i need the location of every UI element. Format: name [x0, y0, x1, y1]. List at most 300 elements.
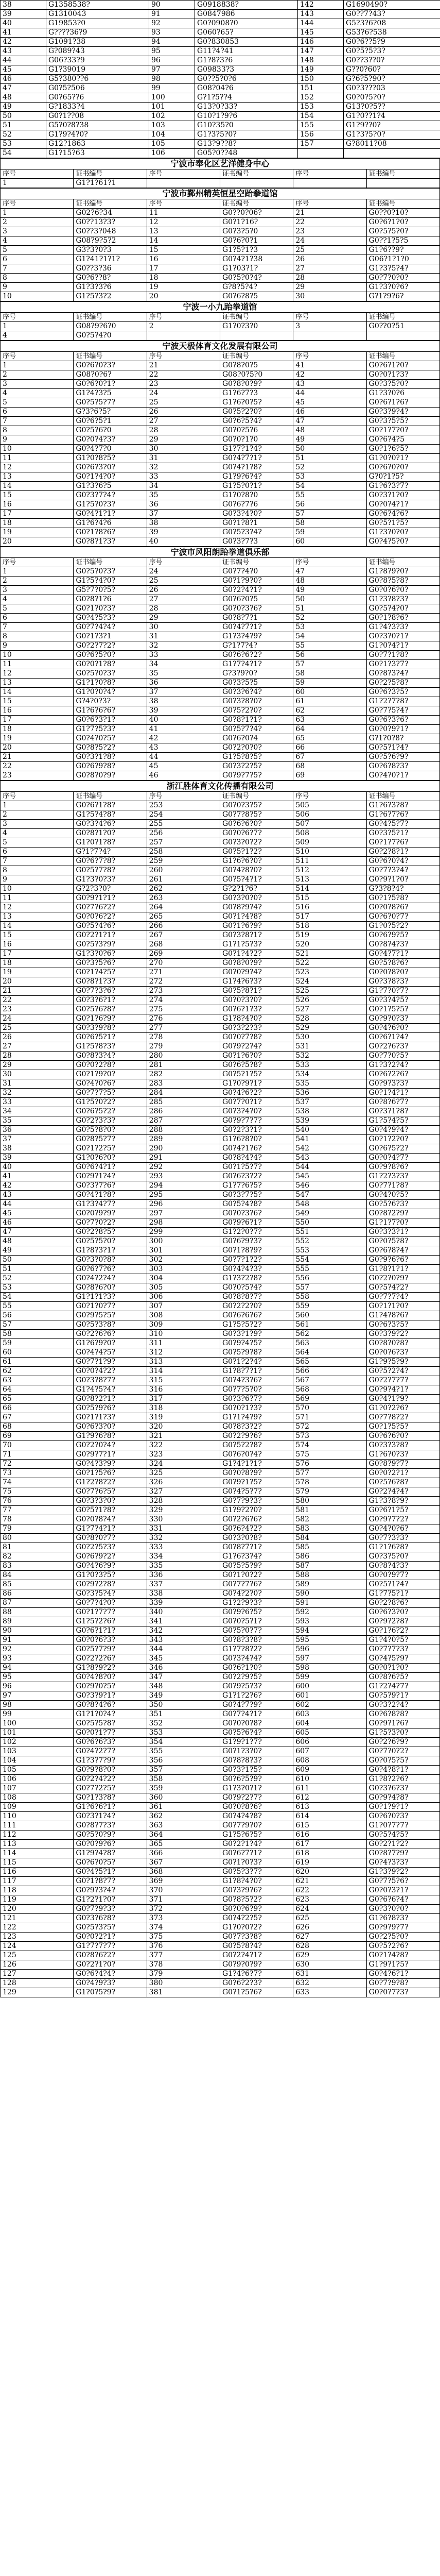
cert-cell: G0?8?6?2? — [74, 1951, 147, 1960]
seq-cell: 11 — [1, 894, 74, 903]
table-row — [1, 875, 440, 885]
cert-cell: G11?4?41 — [195, 47, 298, 56]
seq-cell: 43 — [1, 1191, 74, 1200]
table-row — [1, 931, 440, 940]
cert-cell: G0?8?4?3? — [366, 940, 439, 950]
seq-cell: 331 — [147, 1524, 220, 1534]
table-row — [1, 1432, 440, 1441]
cert-cell: G0?9?2?7? — [220, 1793, 293, 1803]
seq-cell: 23 — [147, 380, 220, 389]
seq-cell: 7 — [1, 264, 74, 274]
seq-cell: 362 — [147, 1812, 220, 1821]
cert-cell: G1?8?1?1? — [366, 1265, 439, 1274]
cert-cell: G1?7?6?5? — [220, 1181, 293, 1191]
cert-cell: G0?3?9?1? — [74, 1691, 147, 1701]
table-row — [1, 1905, 440, 1914]
seq-cell: 256 — [147, 829, 220, 838]
cert-cell: G0?5?0?3? — [74, 567, 147, 577]
seq-cell: 576 — [293, 1460, 366, 1469]
seq-cell: 253 — [147, 801, 220, 810]
seq-cell: 556 — [293, 1274, 366, 1283]
seq-cell: 380 — [147, 1979, 220, 1988]
table-row — [1, 1404, 440, 1413]
seq-cell: 63 — [293, 716, 366, 725]
cert-cell: G0?4?5?7? — [366, 820, 439, 829]
cert-cell: G0?3?1?4? — [74, 1812, 147, 1821]
seq-cell: 117 — [1, 1877, 74, 1886]
cert-cell: G1?2?1?0? — [74, 1895, 147, 1905]
cert-cell: G0?6?5?1 — [74, 417, 147, 426]
seq-cell: 18 — [1, 725, 74, 734]
table-row — [1, 706, 440, 716]
cert-cell: G0?0?2?1? — [366, 1469, 439, 1478]
cert-cell: G?0?1?5? — [366, 472, 439, 482]
seq-cell: 529 — [293, 1024, 366, 1033]
seq-cell: 313 — [147, 1358, 220, 1367]
cert-cell: G1?15?63 — [46, 149, 149, 158]
table-row — [1, 632, 440, 641]
cert-cell: G0?2?2?0? — [220, 1302, 293, 1311]
cert-cell: G1?8?4?0? — [220, 1877, 293, 1886]
seq-cell: 625 — [293, 1914, 366, 1923]
seq-cell: 46 — [293, 408, 366, 417]
cert-cell: G0?3?5?0? — [366, 1552, 439, 1562]
seq-cell: 57 — [293, 510, 366, 519]
seq-cell: 326 — [147, 1478, 220, 1487]
cert-cell: G0?6?1?4? — [366, 1033, 439, 1042]
seq-cell: 41 — [293, 361, 366, 370]
cert-cell: G0?4?1?8? — [74, 1191, 147, 1200]
cert-cell: G0?6?6?0? — [220, 820, 293, 829]
cert-cell: G1?6?7?3 — [220, 389, 293, 398]
seq-cell: 69 — [1, 1432, 74, 1441]
seq-cell: 531 — [293, 1042, 366, 1052]
seq-cell: 118 — [1, 1886, 74, 1895]
section-title: 宁波市鄞州精英恒星空跆拳道馆 — [1, 189, 440, 199]
cert-cell: G0?6?7?6 — [220, 500, 293, 510]
cert-cell: G0?6?7?1? — [220, 1849, 293, 1858]
cert-cell: G1?9?6?8? — [74, 1432, 147, 1441]
cert-cell: G1?3?0?3? — [74, 875, 147, 885]
seq-cell: 561 — [293, 1320, 366, 1330]
seq-cell: 105 — [1, 1766, 74, 1775]
table-row — [1, 1478, 440, 1487]
seq-cell: 520 — [293, 940, 366, 950]
cert-cell: G06?1?1?0 — [366, 255, 439, 264]
header-cert: 证书编号 — [220, 313, 293, 322]
cert-cell: G13?9??8? — [195, 140, 298, 149]
cert-cell: G0?8?0?5 — [220, 361, 293, 370]
cert-cell: G0?2?6?9? — [366, 1738, 439, 1747]
table-row — [1, 10, 440, 19]
seq-cell: 614 — [293, 1812, 366, 1821]
seq-cell: 28 — [293, 274, 366, 283]
cert-cell: G1?03?1? — [220, 264, 293, 274]
cert-cell: G0?3?5?4? — [74, 1589, 147, 1599]
cert-cell: G1?4?6?3? — [220, 977, 293, 987]
seq-cell: 69 — [293, 771, 366, 781]
table-row — [1, 361, 440, 370]
seq-cell: 514 — [293, 885, 366, 894]
seq-cell: 623 — [293, 1895, 366, 1905]
header-cert: 证书编号 — [366, 352, 439, 361]
seq-cell: 38 — [147, 519, 220, 528]
table-row — [1, 1320, 440, 1330]
table-row — [1, 389, 440, 398]
seq-cell: 15 — [147, 246, 220, 255]
seq-cell: 355 — [147, 1747, 220, 1756]
seq-cell: 553 — [293, 1246, 366, 1256]
cert-cell: G0?8?7?1 — [220, 614, 293, 623]
seq-cell: 11 — [1, 454, 74, 463]
cert-cell: G0?0?5?4? — [220, 1283, 293, 1293]
cert-cell — [366, 179, 439, 188]
cert-cell: G0?4?9?4? — [366, 1126, 439, 1135]
cert-cell: G1?1?2?6? — [220, 1691, 293, 1701]
cert-cell: G0?5?3?4? — [220, 528, 293, 537]
table-row — [1, 1172, 440, 1181]
table-row — [1, 1923, 440, 1933]
seq-cell: 50 — [1, 112, 46, 121]
table-row — [1, 922, 440, 931]
seq-cell: 98 — [149, 75, 195, 84]
seq-cell: 618 — [293, 1849, 366, 1858]
seq-cell: 55 — [1, 1302, 74, 1311]
cert-cell: G0?6?7?6? — [74, 1265, 147, 1274]
cert-cell: G0?5?7?8? — [74, 866, 147, 875]
seq-cell: 30 — [147, 445, 220, 454]
cert-cell: G0?3?7?3 — [220, 537, 293, 547]
seq-cell: 54 — [293, 482, 366, 491]
cert-cell: G0?4?0?6? — [74, 1079, 147, 1089]
cert-cell: G0?8?5?2? — [220, 1895, 293, 1905]
cert-cell: G0?6?1?8? — [74, 801, 147, 810]
cert-cell: G0?5?7?9? — [74, 1645, 147, 1654]
table-row — [1, 1487, 440, 1497]
seq-cell: 67 — [293, 753, 366, 762]
cert-cell: G0??0?10? — [366, 209, 439, 218]
table-row — [1, 1599, 440, 1608]
seq-cell: 371 — [147, 1895, 220, 1905]
seq-cell — [293, 179, 366, 188]
cert-cell: G?1?7?4? — [220, 641, 293, 651]
seq-cell: 86 — [1, 1589, 74, 1599]
seq-cell: 605 — [293, 1728, 366, 1738]
cert-cell: G1?8?9?0? — [366, 567, 439, 577]
seq-cell: 150 — [298, 75, 344, 84]
seq-cell: 574 — [293, 1441, 366, 1450]
table-row — [1, 1033, 440, 1042]
seq-cell: 31 — [147, 632, 220, 641]
cert-cell: G0?1?5?6? — [74, 1469, 147, 1478]
seq-cell: 263 — [147, 894, 220, 903]
cert-cell: G0?0?3?6? — [220, 1209, 293, 1218]
seq-cell: 284 — [147, 1089, 220, 1098]
cert-cell: G0?9?1?4? — [74, 1172, 147, 1181]
table-row — [1, 179, 440, 188]
seq-cell: 49 — [1, 1246, 74, 1256]
cert-cell: G0?2?6?6? — [74, 1330, 147, 1339]
table-row — [1, 1497, 440, 1506]
cert-cell: G10?1?9?6 — [195, 112, 298, 121]
table-row — [1, 1413, 440, 1422]
cert-cell: G1?6?0?5? — [220, 398, 293, 408]
table-row — [1, 1895, 440, 1905]
seq-cell: 66 — [293, 743, 366, 753]
seq-cell: 1 — [1, 567, 74, 577]
seq-cell: 17 — [1, 950, 74, 959]
seq-cell: 291 — [147, 1154, 220, 1163]
table-row — [1, 1747, 440, 1756]
section-title: 宁波一小九跆拳道馆 — [1, 302, 440, 313]
table-row — [1, 1061, 440, 1070]
header-cert: 证书编号 — [366, 558, 439, 567]
cert-cell: G0?1?5?5? — [366, 1005, 439, 1014]
seq-cell: 509 — [293, 838, 366, 848]
seq-cell: 271 — [147, 968, 220, 977]
seq-cell: 60 — [293, 688, 366, 697]
cert-cell: G0?4?2?4? — [74, 1274, 147, 1283]
cert-cell: G0?3?0?0? — [220, 894, 293, 903]
seq-cell: 287 — [147, 1116, 220, 1126]
cert-cell: G0?6?8?5 — [220, 292, 293, 301]
seq-cell: 19 — [1, 528, 74, 537]
seq-cell: 519 — [293, 931, 366, 940]
table-row — [1, 1914, 440, 1923]
cert-cell: G1?3?9?2? — [366, 1868, 439, 1877]
cert-cell: G0?5?0?4? — [220, 274, 293, 283]
cert-cell: G1?7?5?1? — [366, 1589, 439, 1599]
cert-cell: G0?3?8?1? — [220, 931, 293, 940]
seq-cell: 592 — [293, 1608, 366, 1617]
seq-cell: 80 — [1, 1534, 74, 1543]
seq-cell: 304 — [147, 1274, 220, 1283]
header-seq: 序号 — [147, 199, 220, 209]
table-row — [1, 1691, 440, 1701]
cert-cell: G0?5?1?5? — [220, 1070, 293, 1079]
cert-cell: G1?0?5?9? — [74, 1988, 147, 1997]
table-row — [1, 236, 440, 246]
seq-cell: 369 — [147, 1877, 220, 1886]
cert-cell: G1?6?4?6 — [74, 519, 147, 528]
cert-cell: G0?2?8?6? — [366, 1599, 439, 1608]
header-seq: 序号 — [293, 199, 366, 209]
cert-cell: G0?1?2?5? — [74, 1144, 147, 1154]
table-row — [1, 1005, 440, 1014]
cert-cell: G0?9?1?0? — [366, 875, 439, 885]
seq-cell: 604 — [293, 1719, 366, 1728]
seq-cell: 20 — [1, 977, 74, 987]
cert-cell: G0?8?8?3? — [220, 1756, 293, 1766]
seq-cell: 40 — [1, 19, 46, 28]
cert-cell: G0?5?1?8? — [74, 1506, 147, 1515]
cert-cell: G0?0?9?4? — [220, 968, 293, 977]
cert-cell: G?1?5??4 — [195, 93, 298, 103]
cert-cell: G0?4?6?2? — [220, 1089, 293, 1098]
table-row — [1, 1116, 440, 1126]
cert-cell: G1?3?0?6? — [366, 283, 439, 292]
seq-cell: 606 — [293, 1738, 366, 1747]
cert-cell: G0?3?4?0? — [220, 510, 293, 519]
cert-cell: G0?7?5?4? — [366, 706, 439, 716]
cert-cell: G0?7?0?2? — [366, 1747, 439, 1756]
seq-cell: 54 — [1, 149, 46, 158]
table-row — [1, 454, 440, 463]
seq-cell: 51 — [1, 121, 46, 130]
cert-cell: G0?8?1?3? — [74, 537, 147, 547]
cert-cell: G0?3?2?4? — [366, 1701, 439, 1710]
seq-cell: 35 — [147, 669, 220, 679]
table-row — [1, 209, 440, 218]
seq-cell: 16 — [147, 255, 220, 264]
seq-cell: 367 — [147, 1858, 220, 1868]
cert-cell: G0?8?1?3? — [74, 977, 147, 987]
cert-cell: G0?6?0?3? — [366, 1812, 439, 1821]
seq-cell: 624 — [293, 1905, 366, 1914]
seq-cell: 560 — [293, 1311, 366, 1320]
seq-cell: 24 — [147, 389, 220, 398]
cert-cell: G0?5?2?0? — [220, 706, 293, 716]
seq-cell: 276 — [147, 1014, 220, 1024]
cert-cell: G1690490? — [344, 1, 440, 10]
cert-cell: G0?3?7?6? — [74, 1181, 147, 1191]
seq-cell: 51 — [293, 454, 366, 463]
cert-cell: G0?1?6?0? — [220, 1052, 293, 1061]
cert-cell: G0?5?1?4? — [366, 743, 439, 753]
seq-cell: 20 — [147, 292, 220, 301]
header-seq: 序号 — [147, 558, 220, 567]
cert-cell: G0?6?1?3? — [220, 1005, 293, 1014]
cert-cell: G0?3?0?2? — [220, 838, 293, 848]
seq-cell: 349 — [147, 1691, 220, 1701]
cert-cell: G0?5?2?6? — [366, 1942, 439, 1951]
seq-cell: 628 — [293, 1942, 366, 1951]
header-seq: 序号 — [1, 170, 74, 179]
seq-cell: 59 — [1, 1339, 74, 1348]
cert-cell: G0?8?2?9? — [366, 1209, 439, 1218]
cert-cell: G1?2?8?2? — [74, 1478, 147, 1487]
seq-cell: 27 — [1, 1042, 74, 1052]
seq-cell: 286 — [147, 1107, 220, 1116]
seq-cell: 274 — [147, 996, 220, 1005]
cert-cell: G0?3?5?5 — [220, 679, 293, 688]
seq-cell: 14 — [147, 236, 220, 246]
cert-cell: G0?0?8?9? — [220, 1469, 293, 1478]
cert-cell: G0?0?2?8? — [74, 1061, 147, 1070]
seq-cell: 586 — [293, 1552, 366, 1562]
seq-cell: 58 — [293, 519, 366, 528]
section-title-row — [1, 189, 440, 199]
cert-cell: G1?0?0?1? — [366, 454, 439, 463]
seq-cell: 540 — [293, 1126, 366, 1135]
seq-cell: 10 — [1, 885, 74, 894]
cert-cell: G0?8?0?9? — [74, 771, 147, 781]
cert-cell: G0?1?4?5? — [74, 968, 147, 977]
cert-cell: G1?8?9?2? — [74, 1664, 147, 1673]
cert-cell — [366, 331, 439, 341]
seq-cell: 306 — [147, 1293, 220, 1302]
cert-cell: G0?9?9?7? — [366, 1923, 439, 1933]
cert-cell: G1?0?6?0? — [74, 1154, 147, 1163]
table-row — [1, 1283, 440, 1293]
header-cert: 证书编号 — [366, 170, 439, 179]
table-row — [1, 1608, 440, 1617]
cert-cell: G0?6?4?6? — [366, 510, 439, 519]
table-row — [1, 977, 440, 987]
seq-cell: 322 — [147, 1441, 220, 1450]
seq-cell: 39 — [147, 706, 220, 716]
seq-cell: 335 — [147, 1562, 220, 1571]
cert-cell: G0?6?4?2? — [220, 1524, 293, 1534]
cert-cell: G0?6?3?5? — [366, 688, 439, 697]
seq-cell: 12 — [1, 669, 74, 679]
cert-cell: G0?5?5?0? — [366, 227, 439, 236]
seq-cell: 78 — [1, 1515, 74, 1524]
cert-cell: G1?0?2?6? — [366, 1404, 439, 1413]
cert-cell: G1?5?0?2? — [74, 1098, 147, 1107]
cert-cell: G0?5?4?5? — [366, 1831, 439, 1840]
seq-cell: 632 — [293, 1979, 366, 1988]
cert-cell: G0?7?4?4? — [74, 623, 147, 632]
seq-cell: 53 — [1, 1283, 74, 1293]
seq-cell: 107 — [1, 1784, 74, 1793]
cert-cell: G1?3?8?9? — [366, 1497, 439, 1506]
table-row — [1, 1728, 440, 1738]
seq-cell: 583 — [293, 1524, 366, 1534]
cert-cell: G1?5?6?5? — [220, 1831, 293, 1840]
seq-cell: 629 — [293, 1951, 366, 1960]
seq-cell: 30 — [293, 292, 366, 301]
cert-cell: G0?5?1?2? — [220, 848, 293, 857]
seq-cell: 506 — [293, 810, 366, 820]
seq-cell: 323 — [147, 1450, 220, 1460]
seq-cell: 343 — [147, 1636, 220, 1645]
seq-cell: 60 — [1, 1348, 74, 1358]
seq-cell: 13 — [147, 227, 220, 236]
seq-cell: 564 — [293, 1348, 366, 1358]
table-row — [1, 604, 440, 614]
seq-cell: 566 — [293, 1367, 366, 1376]
cert-cell: G0?3?8?7? — [74, 1376, 147, 1385]
seq-cell: 153 — [298, 103, 344, 112]
seq-cell: 9 — [1, 875, 74, 885]
seq-cell: 67 — [1, 1413, 74, 1422]
cert-cell: G0?0?6?0? — [366, 586, 439, 595]
cert-cell: G1?3?7?9? — [74, 1756, 147, 1766]
cert-cell — [220, 331, 293, 341]
cert-cell: G0?7?8?2? — [366, 1413, 439, 1422]
cert-cell: G1?3?0?0? — [366, 528, 439, 537]
seq-cell: 262 — [147, 885, 220, 894]
seq-cell: 588 — [293, 1571, 366, 1580]
seq-cell: 129 — [1, 1988, 74, 1997]
cert-cell: G0?2?9?5? — [220, 1673, 293, 1682]
cert-cell: G0?5?9?8? — [220, 1348, 293, 1358]
cert-cell: G0?2?0?9? — [366, 1274, 439, 1283]
seq-cell: 354 — [147, 1738, 220, 1747]
seq-cell: 24 — [147, 567, 220, 577]
seq-cell: 317 — [147, 1395, 220, 1404]
seq-cell: 568 — [293, 1385, 366, 1395]
seq-cell: 7 — [1, 623, 74, 632]
cert-cell: G1?3?0?6? — [74, 950, 147, 959]
seq-cell: 3 — [1, 586, 74, 595]
seq-cell: 20 — [1, 743, 74, 753]
cert-cell: G0?6?0?4 — [220, 734, 293, 743]
cert-cell: G0?6?3?1? — [74, 716, 147, 725]
seq-cell: 89 — [1, 1617, 74, 1626]
cert-cell: G0??7?43? — [344, 10, 440, 19]
